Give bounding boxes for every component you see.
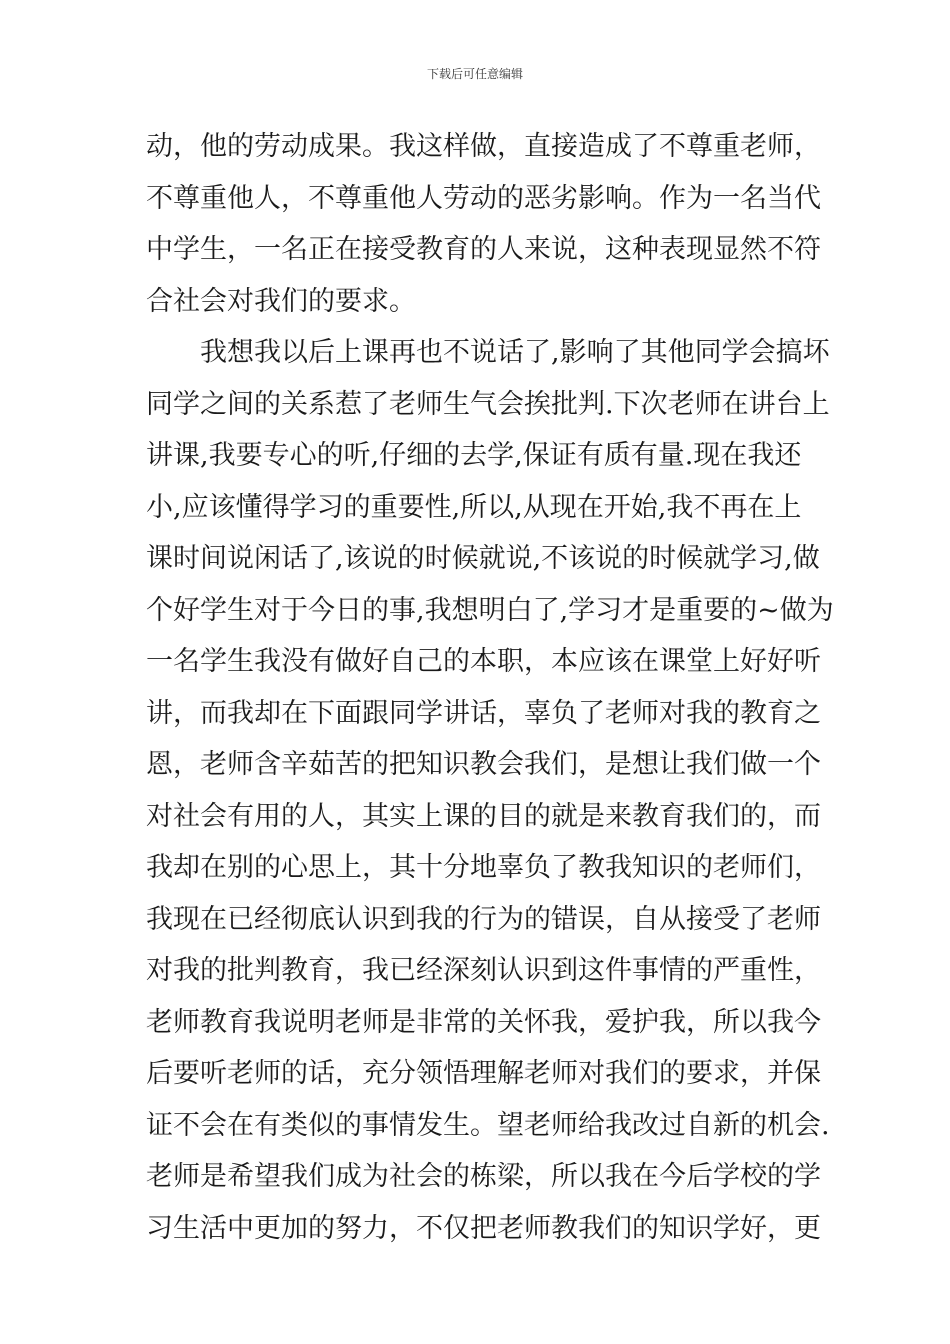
text-line: 对我的批判教育，我已经深刻认识到这件事情的严重性， <box>146 955 821 986</box>
text-line: 我想我以后上课再也不说话了,影响了其他同学会搞坏 <box>146 337 830 368</box>
text-line: 一名学生我没有做好自己的本职，本应该在课堂上好好听 <box>146 646 821 677</box>
text-line: 讲，而我却在下面跟同学讲话，辜负了老师对我的教育之 <box>146 697 821 729</box>
page-header: 下载后可任意编辑 <box>426 67 523 81</box>
text-line: 证不会在有类似的事情发生。望老师给我改过自新的机会. <box>146 1109 830 1141</box>
text-line: 恩，老师含辛茹苦的把知识教会我们，是想让我们做一个 <box>146 749 821 780</box>
text-line: 老师是希望我们成为社会的栋梁，所以我在今后学校的学 <box>146 1161 821 1192</box>
text-line: 我现在已经彻底认识到我的行为的错误，自从接受了老师 <box>146 903 821 935</box>
document-body <box>146 121 834 1254</box>
text-line: 不尊重他人，不尊重他人劳动的恶劣影响。作为一名当代 <box>146 182 821 214</box>
text-line: 小,应该懂得学习的重要性,所以,从现在开始,我不再在上 <box>146 491 802 523</box>
text-line: 对社会有用的人，其实上课的目的就是来教育我们的，而 <box>146 800 821 832</box>
text-line: 动，他的劳动成果。我这样做，直接造成了不尊重老师， <box>146 131 821 162</box>
text-line: 后要听老师的话，充分领悟理解老师对我们的要求，并保 <box>146 1058 821 1089</box>
text-line: 习生活中更加的努力，不仅把老师教我们的知识学好，更 <box>146 1212 821 1244</box>
text-line: 老师教育我说明老师是非常的关怀我，爱护我，所以我今 <box>146 1006 821 1038</box>
text-line: 课时间说闲话了,该说的时候就说,不该说的时候就学习,做 <box>146 543 820 574</box>
text-line: 个好学生对于今日的事,我想明白了,学习才是重要的~做为 <box>146 594 834 626</box>
text-line: 讲课,我要专心的听,仔细的去学,保证有质有量.现在我还 <box>146 440 802 471</box>
text-line: 我却在别的心思上，其十分地辜负了教我知识的老师们， <box>146 852 821 883</box>
text-line: 中学生，一名正在接受教育的人来说，这种表现显然不符 <box>146 234 821 265</box>
text-line: 合社会对我们的要求。 <box>146 285 416 317</box>
text-line: 同学之间的关系惹了老师生气会挨批判.下次老师在讲台上 <box>146 388 830 420</box>
